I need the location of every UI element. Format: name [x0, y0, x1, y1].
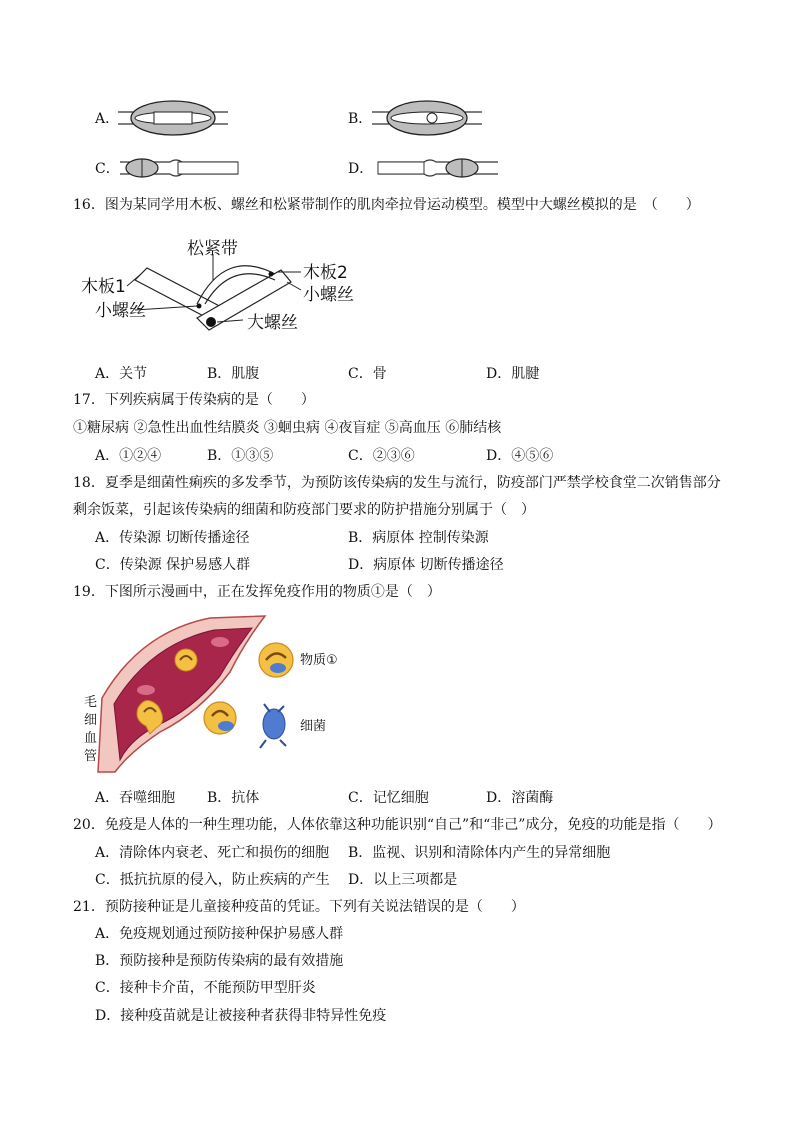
big-screw: [206, 317, 216, 327]
q18-option-c: C．传染源 保护易感人群: [95, 557, 251, 573]
label-small-screw-left: 小螺丝: [95, 301, 146, 321]
label-small-screw-right: 小螺丝: [303, 285, 354, 305]
q20-option-b: B．监视、识别和清除体内产生的异常细胞: [348, 845, 611, 861]
label-capillary-1: 毛: [84, 695, 98, 710]
q18-stem-line-1: 18．夏季是细菌性痢疾的多发季节，为预防该传染病的发生与流行，防疫部门严禁学校食堂二次销售部分: [73, 475, 721, 491]
q19-option-b: B．抗体: [207, 790, 260, 806]
q21-option-b: B．预防接种是预防传染病的最有效措施: [95, 953, 344, 969]
q21-option-c: C．接种卡介苗，不能预防甲型肝炎: [95, 980, 316, 996]
q19-stem: 19．下图所示漫画中，正在发挥免疫作用的物质①是（ ）: [73, 584, 441, 600]
q16-option-b: B．肌腹: [207, 366, 260, 382]
q16-option-c: C．骨: [348, 366, 387, 382]
label-bacteria: 细菌: [300, 719, 327, 734]
q21-stem: 21．预防接种证是儿童接种疫苗的凭证。下列有关说法错误的是（ ）: [73, 899, 525, 915]
q18-option-a: A．传染源 切断传播途径: [95, 530, 250, 546]
q20-option-d: D．以上三项都是: [348, 872, 458, 888]
label-belt: 松紧带: [187, 239, 238, 259]
q20-option-c: C．抵抗抗原的侵入，防止疾病的产生: [95, 872, 330, 888]
q17-option-a: A．①②④: [95, 448, 162, 464]
q15-option-c-label: C．: [95, 161, 120, 177]
q19-immune-cartoon-figure: [80, 612, 350, 772]
label-capillary-3: 血: [84, 731, 98, 746]
label-board-2: 木板2: [303, 263, 348, 283]
q21-option-a: A．免疫规划通过预防接种保护易感人群: [95, 926, 344, 942]
q17-option-c: C．②③⑥: [348, 448, 415, 464]
q15-option-b-label: B．: [348, 111, 373, 127]
label-capillary-4: 管: [84, 749, 98, 764]
q15-option-b-figure: [372, 98, 482, 138]
q17-option-d: D．④⑤⑥: [486, 448, 554, 464]
q16-muscle-model-figure: [75, 238, 355, 338]
q16-option-a: A．关节: [95, 366, 148, 382]
q21-option-d: D．接种疫苗就是让被接种者获得非特异性免疫: [95, 1008, 387, 1024]
q16-stem: 16．图为某同学用木板、螺丝和松紧带制作的肌肉牵拉骨运动模型。模型中大螺丝模拟的是 （ ）: [73, 197, 700, 213]
q18-option-b: B．病原体 控制传染源: [348, 530, 489, 546]
small-screw-left: [197, 304, 202, 309]
label-board-1: 木板1: [81, 277, 126, 297]
bacterium: [263, 709, 285, 739]
q19-option-c: C．记忆细胞: [348, 790, 429, 806]
q17-stem: 17．下列疾病属于传染病的是（ ）: [73, 392, 315, 408]
q15-option-d-figure: [378, 150, 498, 186]
q15-option-d-label: D．: [348, 161, 374, 177]
q18-stem-line-2: 剩余饭菜，引起该传染病的细菌和防疫部门要求的防护措施分别属于（ ）: [73, 502, 535, 518]
q18-option-d: D．病原体 切断传播途径: [348, 557, 504, 573]
q16-option-d: D．肌腱: [486, 366, 540, 382]
q20-option-a: A．清除体内衰老、死亡和损伤的细胞: [95, 845, 330, 861]
label-capillary-2: 细: [84, 713, 98, 728]
q15-option-a-figure: [118, 98, 228, 138]
q17-list: ①糖尿病 ②急性出血性结膜炎 ③蛔虫病 ④夜盲症 ⑤高血压 ⑥肺结核: [73, 420, 502, 436]
q17-option-b: B．①③⑤: [207, 448, 274, 464]
label-big-screw: 大螺丝: [247, 313, 298, 333]
q15-option-c-figure: [120, 150, 238, 186]
q15-option-a-label: A．: [95, 111, 120, 127]
small-screw-right: [269, 272, 274, 277]
label-substance-1: 物质①: [300, 653, 338, 668]
q20-stem: 20．免疫是人体的一种生理功能，人体依靠这种功能识别“自己”和“非己”成分，免疫的功能是指（ ）: [73, 817, 722, 833]
q19-option-a: A．吞噬细胞: [95, 790, 176, 806]
q19-option-d: D．溶菌酶: [486, 790, 554, 806]
